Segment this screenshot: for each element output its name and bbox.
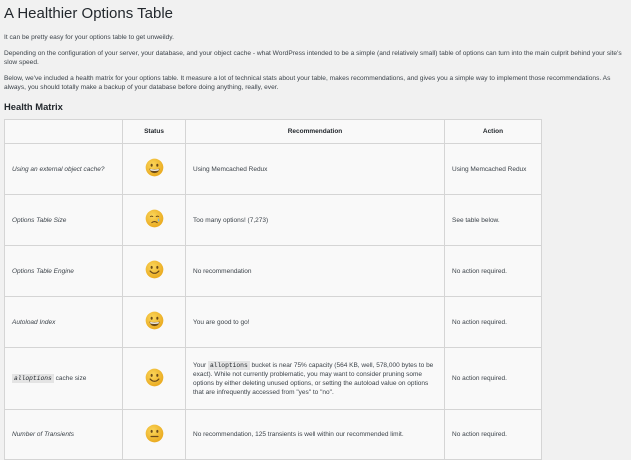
action-cell: No action required. (445, 297, 542, 348)
action-cell: No action required. (445, 246, 542, 297)
grin-emoji-icon (145, 158, 164, 180)
action-cell: No action required. (445, 348, 542, 410)
header-metric (5, 120, 123, 144)
table-row (5, 195, 542, 246)
metric-cell: Options Table Size (5, 195, 123, 246)
recommendation-suffix: bucket is near 75% capacity (564 KB, well, 578,000 bytes to be exact). While not currently problematic, you may want to consider pruning some options by either deleting unused options, or setting the autoload value on options that are infrequently accessed from "yes" to "no". (193, 361, 434, 396)
recommendation-cell: Too many options! (7,273) (186, 195, 445, 246)
table-row (5, 297, 542, 348)
table-row (5, 348, 542, 410)
table-row (5, 144, 542, 195)
health-matrix-table (4, 119, 542, 460)
table-row (5, 410, 542, 460)
action-cell: No action required. (445, 410, 542, 460)
intro-paragraph-2: Depending on the configuration of your server, your database, and your object cache - what WordPress intended to be a simple (and relatively small) table of options can turn into the main culprit behind your site's slow speed. (4, 50, 622, 66)
recommendation-cell: Using Memcached Redux (186, 144, 445, 195)
recommendation-cell: No recommendation (186, 246, 445, 297)
metric-cell (5, 348, 123, 410)
grin-emoji-icon (145, 311, 164, 333)
header-status: Status (123, 120, 186, 144)
action-cell: See table below. (445, 195, 542, 246)
smile-emoji-icon (145, 260, 164, 282)
recommendation-cell: No recommendation, 125 transients is well within our recommended limit. (186, 410, 445, 460)
status-cell (123, 246, 186, 297)
intro-paragraph-3: Below, we've included a health matrix for your options table. It measure a lot of technical stats about your table, makes recommendations, and gives you a simple way to implement those recommendations. As always, you should totally make a backup of your database before doing anything, really, ever. (4, 75, 611, 91)
status-cell (123, 297, 186, 348)
action-cell: Using Memcached Redux (445, 144, 542, 195)
recommendation-cell (186, 348, 445, 410)
intro-paragraph-1: It can be pretty easy for your options table to get unweildy. (4, 34, 174, 41)
recommendation-code: alloptions (209, 361, 248, 369)
section-title: Health Matrix (4, 101, 63, 112)
recommendation-cell: You are good to go! (186, 297, 445, 348)
status-cell (123, 348, 186, 410)
metric-cell: Number of Transients (5, 410, 123, 460)
table-header-row (5, 120, 542, 144)
smile-emoji-icon (145, 368, 164, 390)
metric-code: alloptions (14, 375, 52, 382)
metric-cell: Autoload Index (5, 297, 123, 348)
header-action: Action (445, 120, 542, 144)
metric-suffix: cache size (53, 375, 87, 382)
metric-cell: Using an external object cache? (5, 144, 123, 195)
status-cell (123, 410, 186, 460)
header-recommendation: Recommendation (186, 120, 445, 144)
status-cell (123, 144, 186, 195)
page-title: A Healthier Options Table (4, 5, 173, 22)
table-row (5, 246, 542, 297)
recommendation-prefix: Your (193, 361, 208, 369)
status-cell (123, 195, 186, 246)
metric-cell: Options Table Engine (5, 246, 123, 297)
crying-emoji-icon (145, 209, 164, 231)
neutral-emoji-icon (145, 424, 164, 446)
